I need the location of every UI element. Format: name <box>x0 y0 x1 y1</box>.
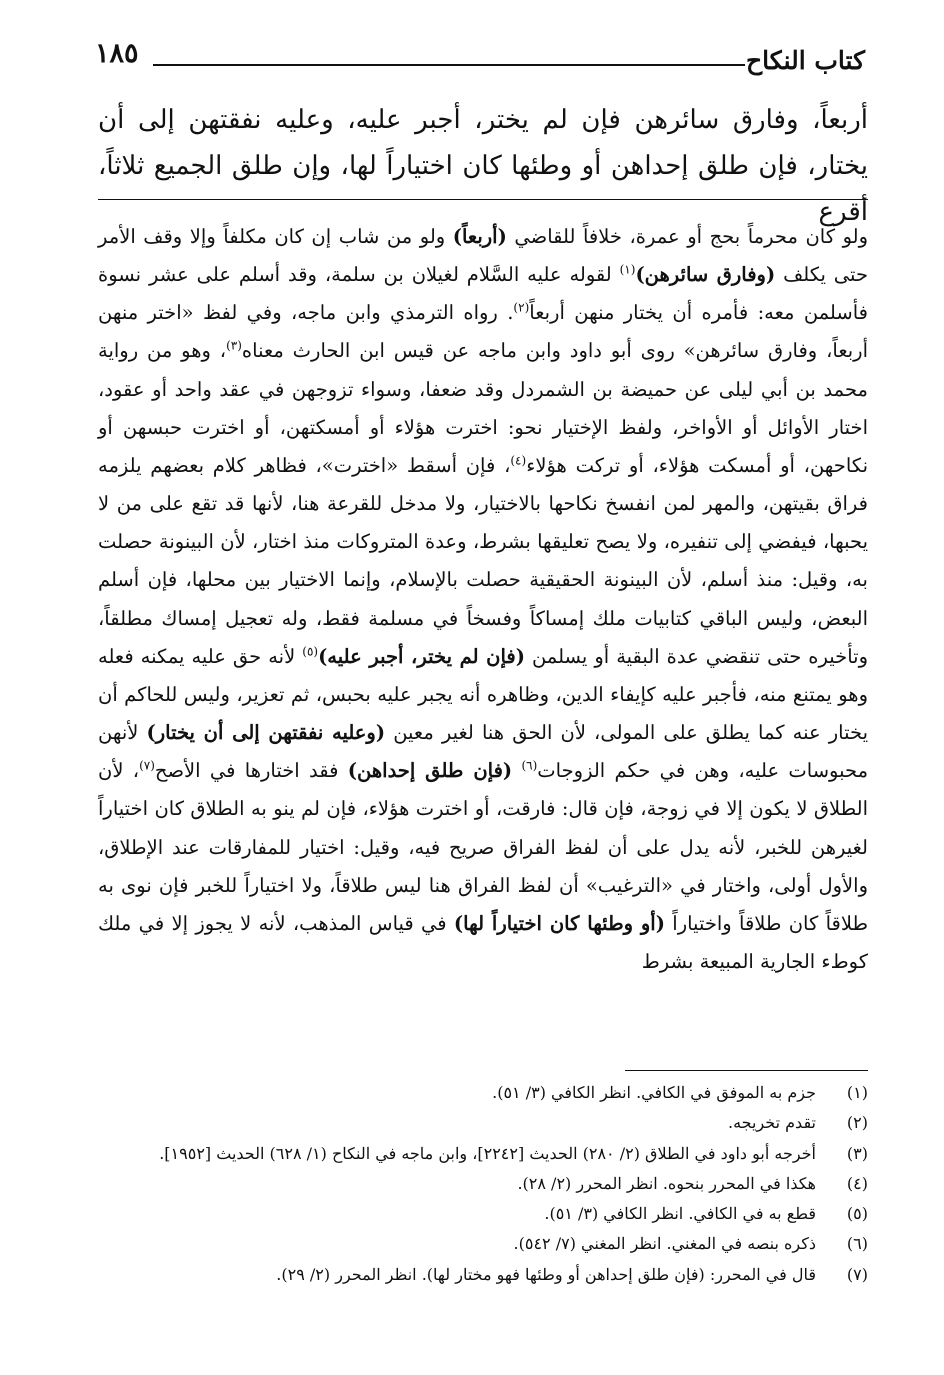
footnote-marker: (٧) <box>139 758 155 773</box>
chapter-title: كتاب النكاح <box>746 46 865 75</box>
commentary-text: ، لأن الطلاق لا يكون إلا في زوجة، فإن قال: فارقت، أو اخترت هؤلاء، فإن لم ينو به الطلاق كان اختياراً لغيرهن للخبر، لأنه يدل على أن لفظ الفراق صريح فيه، وقيل: اختيار للمفارقات عند الإطلاق، والأول أولى، واختار في «الترغيب» أن لفظ الفراق هنا ليس طلاقاً، ولا اختياراً للخبر فإن نوى به طلاقاً كان طلاقاً واختياراً <box>98 759 868 935</box>
footnote-number: (٣) <box>846 1143 868 1163</box>
commentary-text: لأنه حق عليه يمكنه فعله وهو يمتنع منه، فأجبر عليه كإيفاء الدين، وظاهره أنه يجبر عليه بحبس، ثم تعزير، وليس للحاكم أن يختار عنه كما يطلق على المولى، لأن الحق هنا لغير معين <box>98 644 868 745</box>
commentary-text: ، وهو من رواية محمد بن أبي ليلى عن حميضة بن الشمردل وقد ضعفا، وسواء تزوجهن في عقد واحد أو عقود، اختار الأوائل أو الأواخر، ولفظ الإختيار نحو: اخترت هؤلاء أو أمسكتهن، أو اخترت حبسهن أو نكاحهن، أو أمسكت هؤلاء، أو تركت هؤلاء <box>98 339 868 477</box>
footnote-number: (٧) <box>846 1264 868 1284</box>
commentary-text: . رواه الترمذي وابن ماجه، وفي لفظ «اختر منهن أربعاً، وفارق سائرهن» روى أبو داود وابن ماجه عن قيس ابن الحارث معناه <box>98 301 868 363</box>
footnote-marker: (٢) <box>513 300 530 315</box>
footnote <box>98 1169 868 1199</box>
commentary-text: ولو من شاب إن كان مكلفاً وإلا وقف الأمر حتى يكلف <box>98 225 868 287</box>
commentary-text: لأنهن محبوسات عليه، وهن في حكم الزوجات <box>98 721 869 783</box>
footnote-number: (٢) <box>846 1113 868 1133</box>
main-text <box>98 97 868 235</box>
footnote <box>98 1078 868 1108</box>
footnote <box>98 1229 868 1259</box>
page-number: ١٨٥ <box>95 38 139 69</box>
commentary-paragraph <box>98 218 868 981</box>
main-text-paragraph: أربعاً، وفارق سائرهن فإن لم يختر، أجبر عليه، وعليه نفقتهن إلى أن يختار، فإن طلق إحداهن أو وطئها كان اختياراً لها، وإن طلق الجميع ثلاثاً، أقرع <box>98 105 868 227</box>
footnote-text: ذكره بنصه في المغني. انظر المغني (٧/ ٥٤٢). <box>513 1234 816 1254</box>
footnote-separator <box>625 1070 868 1071</box>
footnote-marker: (٤) <box>510 453 527 468</box>
footnote <box>98 1260 868 1290</box>
commentary-text: ، فإن أسقط «اخترت»، فظاهر كلام بعضهم يلزمه فراق بقيتهن، والمهر لمن انفسخ نكاحها بالاختيار، ولا مدخل للقرعة هنا، لأنها قد تقع على من لا يحبها، فيفضي إلى تنفيره، ولا يصح تعليقها بشرط، وعدة المتروكات منذ اختار، لأن البينونة حصلت به، وقيل: منذ أسلم، لأن البينونة الحقيقية حصلت بالإسلام، وإنما الاختيار بين محلها، فإن أسلم البعض، وليس الباقي كتابيات ملك إمساكاً وفسخاً في مسلمة فقط، وله تعجيل إمساك مطلقاً، وتأخيره حتى تنقضي عدة البقية أو يسلمن <box>98 453 869 668</box>
footnote-text: تقدم تخريجه. <box>728 1113 816 1133</box>
quoted-main-text: (فإن طلق إحداهن) <box>347 759 513 783</box>
main-text-separator <box>98 199 868 200</box>
commentary-text: فقد اختارها في الأصح <box>154 759 339 783</box>
footnote-text: جزم به الموفق في الكافي. انظر الكافي (٣/ ٥١). <box>492 1083 816 1102</box>
commentary-text: في قياس المذهب، لأنه لا يجوز إلا في ملك كوطء الجارية المبيعة بشرط <box>98 911 868 973</box>
footnote-marker: (٣) <box>226 338 242 353</box>
footnote-number: (٦) <box>846 1234 868 1254</box>
footnote-number: (٥) <box>846 1204 868 1224</box>
quoted-main-text: (أو وطئها كان اختياراً لها) <box>453 911 665 935</box>
footnote <box>98 1199 868 1229</box>
footnote-marker: (٥) <box>302 644 319 659</box>
commentary-text: ولو كان محرماً بحج أو عمرة، خلافاً للقاضي <box>514 225 869 248</box>
header-rule <box>153 64 745 66</box>
quoted-main-text: (أربعاً) <box>452 225 507 248</box>
footnotes <box>98 1078 868 1290</box>
footnote-marker: (١) <box>619 262 636 277</box>
footnote-text: قال في المحرر: (فإن طلق إحداهن أو وطئها فهو مختار لها). انظر المحرر (٢/ ٢٩). <box>276 1264 816 1284</box>
quoted-main-text: (فإن لم يختر، أجبر عليه) <box>318 644 525 668</box>
footnote-text: هكذا في المحرر بنحوه. انظر المحرر (٢/ ٢٨). <box>517 1173 816 1193</box>
footnote <box>98 1108 868 1138</box>
commentary-text: لقوله عليه السَّلام لغيلان بن سلمة، وقد أسلم على عشر نسوة فأسلمن معه: فأمره أن يختار منهن أربعاً <box>98 263 868 325</box>
footnote-marker: (٦) <box>521 758 538 773</box>
footnote-number: (٤) <box>846 1173 868 1193</box>
footnote-number: (١) <box>846 1083 868 1102</box>
footnote-text: قطع به في الكافي. انظر الكافي (٣/ ٥١). <box>544 1204 816 1224</box>
commentary <box>98 218 868 981</box>
quoted-main-text: (وفارق سائرهن) <box>635 263 776 287</box>
running-header <box>95 30 865 82</box>
quoted-main-text: (وعليه نفقتهن إلى أن يختار) <box>146 721 386 745</box>
footnote <box>98 1139 868 1169</box>
footnote-text: أخرجه أبو داود في الطلاق (٢/ ٢٨٠) الحديث [٢٢٤٢]، وابن ماجه في النكاح (١/ ٦٢٨) الحديث [١٩٥٢]. <box>159 1143 816 1163</box>
